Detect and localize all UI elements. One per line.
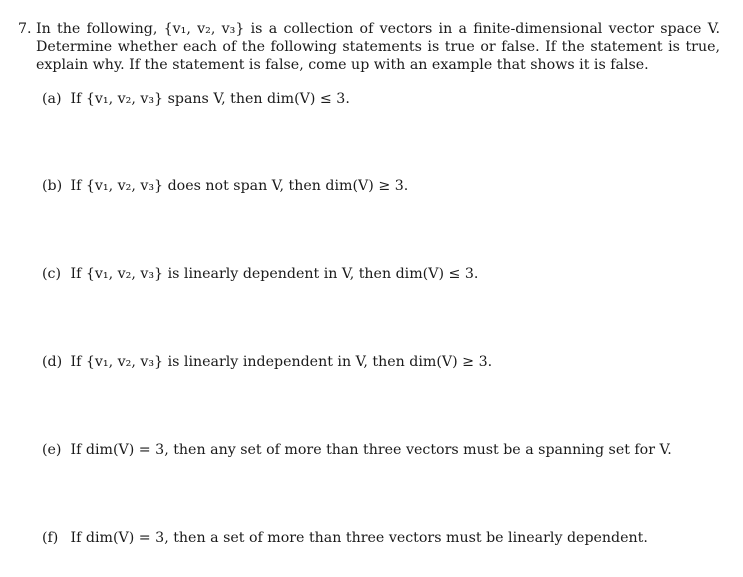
part-label: (c) bbox=[42, 266, 62, 282]
part-e bbox=[42, 441, 672, 459]
part-f bbox=[42, 529, 648, 547]
part-c bbox=[42, 265, 478, 283]
problem-7 bbox=[18, 20, 720, 74]
problem-number: 7. bbox=[18, 21, 32, 37]
part-text: If dim(V) = 3, then a set of more than three vectors must be linearly dependent. bbox=[70, 530, 648, 546]
part-a bbox=[42, 90, 350, 108]
part-d bbox=[42, 353, 492, 371]
problem-statement: In the following, {v₁, v₂, v₃} is a collection of vectors in a finite-dimensional vector space V. Determine whether each of the following statements is true or false. If the statement is true, explain why. If the statement is false, come up with an example that shows it is false. bbox=[36, 21, 720, 73]
part-text: If {v₁, v₂, v₃} is linearly dependent in V, then dim(V) ≤ 3. bbox=[70, 266, 479, 282]
part-label: (d) bbox=[42, 354, 63, 370]
part-text: If {v₁, v₂, v₃} is linearly independent in V, then dim(V) ≥ 3. bbox=[70, 354, 493, 370]
part-text: If dim(V) = 3, then any set of more than three vectors must be a spanning set for V. bbox=[70, 442, 672, 458]
part-label: (a) bbox=[42, 91, 62, 107]
part-label: (b) bbox=[42, 178, 63, 194]
part-label: (e) bbox=[42, 442, 62, 458]
part-b bbox=[42, 177, 408, 195]
part-label: (f) bbox=[42, 530, 59, 546]
part-text: If {v₁, v₂, v₃} does not span V, then dim(V) ≥ 3. bbox=[70, 178, 409, 194]
part-text: If {v₁, v₂, v₃} spans V, then dim(V) ≤ 3. bbox=[70, 91, 350, 107]
